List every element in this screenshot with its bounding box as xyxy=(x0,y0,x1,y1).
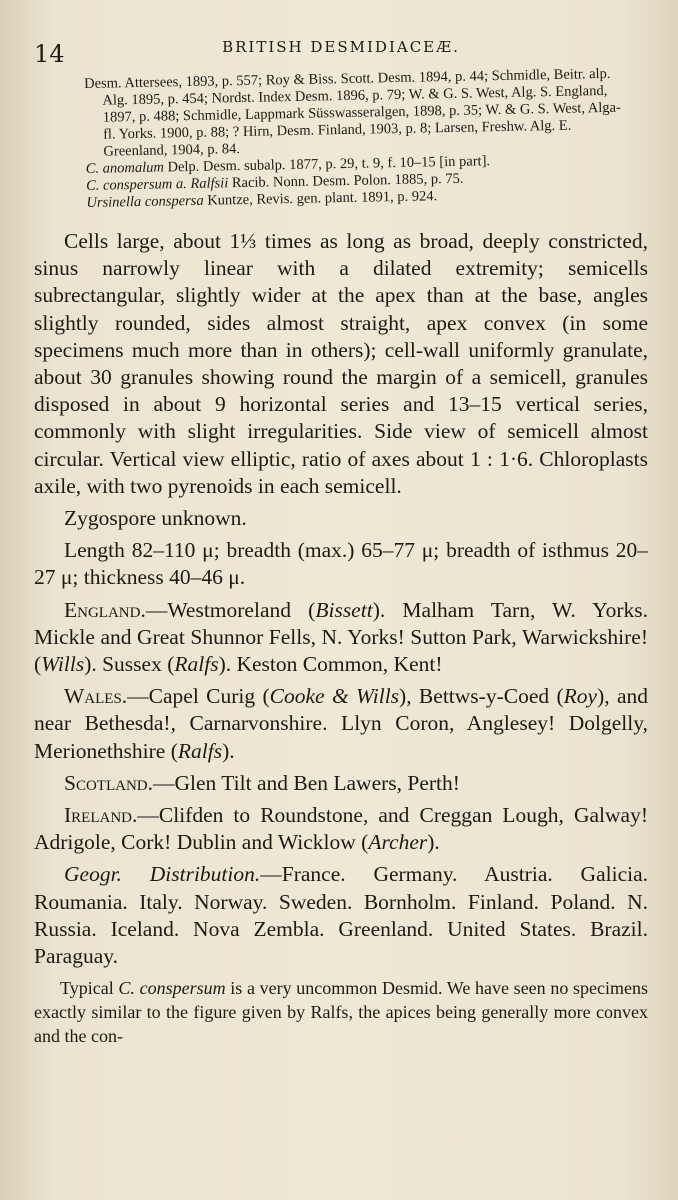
citation: Racib. Nonn. Desm. Polon. 1885, p. 75. xyxy=(228,170,464,192)
synonym-references: Desm. Attersees, 1893, p. 557; Roy & Biss. Scott. Desm. 1894, p. 44; Schmidle, Beitr. alp. Alg. 1895, p. 454; Nordst. Index Desm. 1896, p. 79; W. & G. S. West, Alg. S. England, 1897, p. 488; Schmidle, Lappmark Süsswasseralgen, 1898, p. 35; W. & G. S. West, Alga-fl. Yorks. 1900, p. 88; ? Hirn, Desm. Finland, 1903, p. 8; Larsen, Freshw. Alg. E. Greenland, 1904, p. 84. xyxy=(84,65,621,160)
region-label: Ireland. xyxy=(64,803,138,828)
running-head: BRITISH DESMIDIACEÆ. xyxy=(222,38,460,56)
synonymy-block xyxy=(84,66,631,212)
citation: Delp. Desm. subalp. 1877, p. 29, t. 9, f. 10–15 [in part]. xyxy=(163,153,491,176)
description-paragraph: Cells large, about 1⅓ times as long as broad, deeply constricted, sinus narrowly linear with a dilated extremity; semicells subrectangular, slightly wider at the apex than at the base, angles slightly rounded, sides almost straight, apex convex (in some specimens much more than in others); cell-wall uniformly granulate, about 30 granules showing round the margin of a semicell, granules disposed in about 9 horizontal series and 13–15 vertical series, commonly with slight irregularities. Side view of semicell almost circular. Vertical view elliptic, ratio of axes about 1 : 1·6. Chloroplasts axile, with two pyrenoids in each semicell. xyxy=(34,229,648,498)
region-label: Wales. xyxy=(64,684,128,709)
taxon-name: C. anomalum xyxy=(85,159,165,177)
measurements-paragraph: Length 82–110 μ; breadth (max.) 65–77 μ; breadth of isthmus 20–27 μ; thickness 40–46 μ. xyxy=(34,538,648,590)
region-label: England. xyxy=(64,597,146,622)
taxon-name: Ursinella conspersa xyxy=(86,192,204,211)
scotland-records: Scotland.—Glen Tilt and Ben Lawers, Perth! xyxy=(64,770,460,795)
distribution-label: Geogr. Distribution. xyxy=(64,862,261,887)
region-label: Scotland. xyxy=(64,770,153,795)
page-number: 14 xyxy=(34,40,65,68)
ireland-records: Ireland.—Clifden to Roundstone, and Creggan Lough, Galway! Adrigole, Cork! Dublin and Wicklow (Archer). xyxy=(34,803,648,855)
england-records: England.—Westmoreland (Bissett). Malham Tarn, W. Yorks. Mickle and Great Shunnor Fells, N. Yorks! Sutton Park, Warwickshire! (Wills). Sussex (Ralfs). Keston Common, Kent! xyxy=(34,597,648,677)
zygospore-paragraph: Zygospore unknown. xyxy=(64,506,247,531)
wales-records: Wales.—Capel Curig (Cooke & Wills), Bettws-y-Coed (Roy), and near Bethesda!, Carnarvonshire. Llyn Coron, Anglesey! Dolgelly, Merionethshire (Ralfs). xyxy=(34,684,648,763)
remarks-paragraph: Typical C. conspersum is a very uncommon Desmid. We have seen no specimens exactly similar to the figure given by Ralfs, the apices being generally more convex and the con- xyxy=(34,978,649,1047)
species-account xyxy=(34,228,648,970)
citation: Kuntze, Revis. gen. plant. 1891, p. 924. xyxy=(203,188,438,209)
taxon-name: C. conspersum a. Ralfsii xyxy=(85,175,229,194)
geographic-distribution: Geogr. Distribution.—France. Germany. Austria. Galicia. Roumania. Italy. Norway. Sweden. Bornholm. Finland. Poland. N. Russia. Iceland. Nova Zembla. Greenland. United States. Brazil. Paraguay. xyxy=(34,862,649,969)
